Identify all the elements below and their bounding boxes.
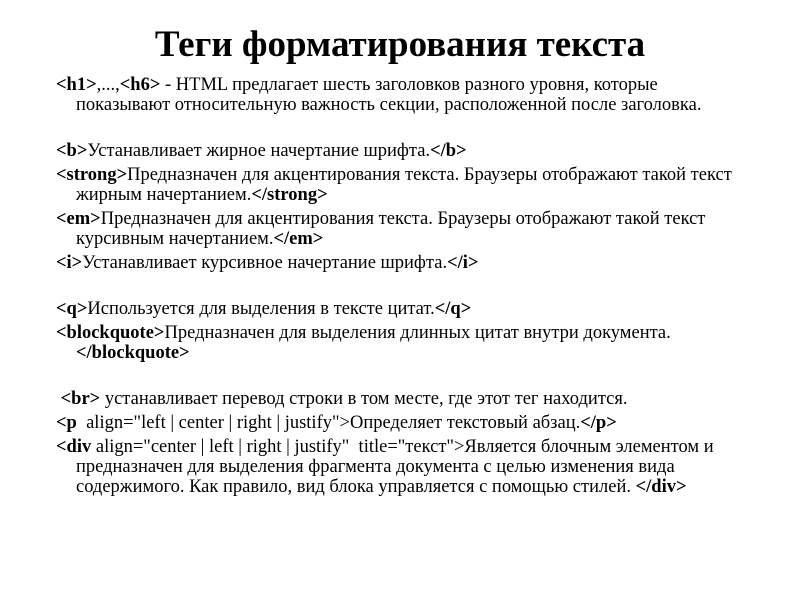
paragraph-q (56, 299, 746, 319)
paragraph-br (56, 389, 746, 409)
b-description: Устанавливает жирное начертание шрифта. (87, 141, 431, 161)
tag-p-close: </p> (580, 413, 617, 433)
div-description: Является блочным элементом и предназначен для выделения фрагмента документа с целью изменения вида содержимого. Как правило, вид блока управляется с помощью стилей. (76, 437, 714, 497)
tag-div-open: <div (56, 437, 92, 457)
paragraph-i (56, 253, 746, 273)
q-description: Используется для выделения в тексте цитат. (87, 299, 435, 319)
paragraph-p (56, 413, 746, 433)
tag-strong-close: </strong> (251, 185, 328, 205)
tag-div-close: </div> (635, 477, 687, 497)
paragraph-strong (56, 165, 746, 205)
tag-q-open: <q> (56, 299, 88, 319)
tag-i-open: <i> (56, 253, 83, 273)
paragraph-blockquote (56, 323, 746, 363)
paragraph-b (56, 141, 746, 161)
paragraph-div (56, 437, 746, 497)
tag-h1: <h1> (56, 75, 97, 95)
tag-i-close: </i> (447, 253, 479, 273)
paragraph-em (56, 209, 746, 249)
div-attributes: align="center | left | right | justify" title="текст"> (91, 437, 465, 457)
strong-description: Предназначен для акцентирования текста. Браузеры отображают такой текст жирным начертанием. (76, 165, 732, 205)
tag-em-open: <em> (56, 209, 101, 229)
tag-q-close: </q> (434, 299, 472, 319)
tag-br: <br> (56, 389, 101, 409)
paragraph-headings (56, 75, 746, 115)
em-description: Предназначен для акцентирования текста. Браузеры отображают такой текст курсивным начертанием. (76, 209, 706, 249)
blockquote-description: Предназначен для выделения длинных цитат внутри документа. (164, 323, 671, 343)
slide-title: Теги форматирования текста (154, 24, 646, 65)
tag-blockquote-close: </blockquote> (76, 343, 190, 363)
tag-h6: <h6> (119, 75, 161, 95)
tag-p-open: <p (56, 413, 77, 433)
br-description: устанавливает перевод строки в том месте, где этот тег находится. (100, 389, 628, 409)
text-ellipsis: ,..., (96, 75, 120, 95)
p-attributes: align="left | center | right | justify"> (76, 413, 350, 433)
tag-strong-open: <strong> (56, 165, 128, 185)
slide-content (56, 75, 746, 497)
tag-b-close: </b> (430, 141, 467, 161)
tag-b-open: <b> (56, 141, 88, 161)
i-description: Устанавливает курсивное начертание шрифта. (82, 253, 448, 273)
p-description: Определяет текстовый абзац. (349, 413, 581, 433)
headings-description: - HTML предлагает шесть заголовков разного уровня, которые показывают относительную важность секции, расположенной после заголовка. (76, 75, 702, 115)
tag-blockquote-open: <blockquote> (56, 323, 165, 343)
tag-em-close: </em> (273, 229, 324, 249)
